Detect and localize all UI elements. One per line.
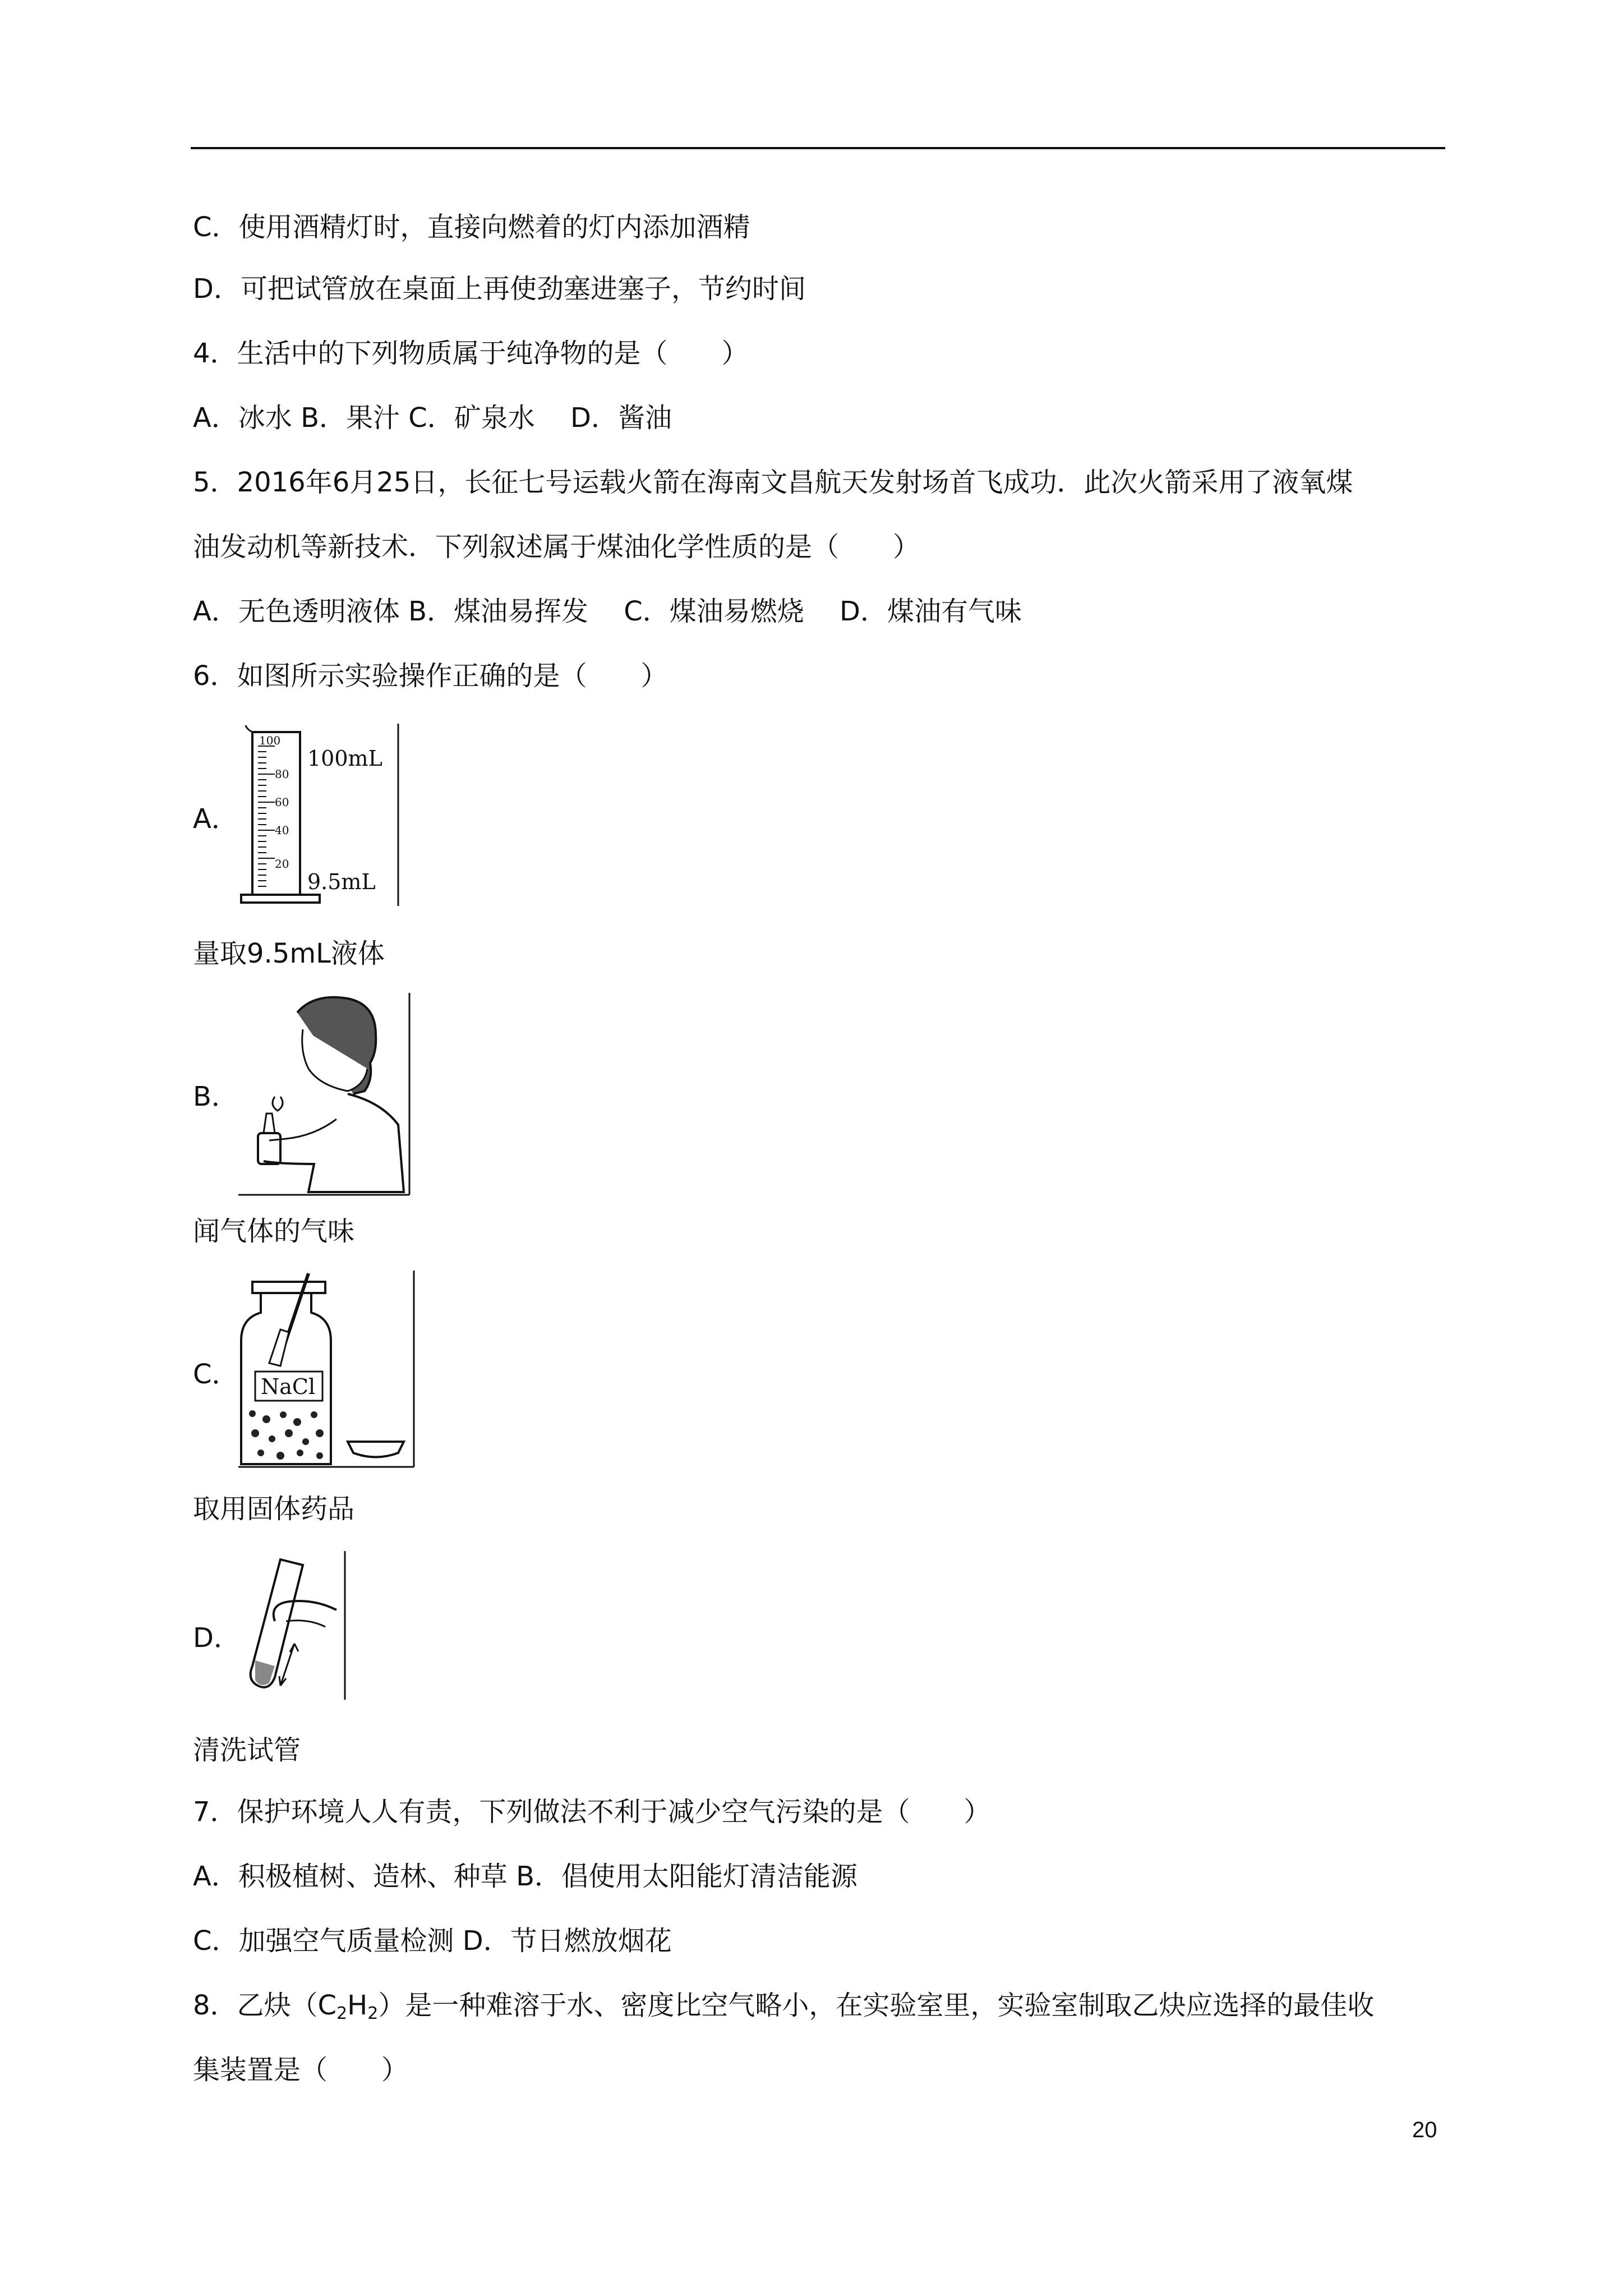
question-4-options: A．冰水 B．果汁 C．矿泉水 D．酱油 — [193, 402, 672, 434]
option-3d: D．可把试管放在桌面上再使劲塞进塞子，节约时间 — [193, 273, 806, 305]
header-rule — [191, 147, 1445, 149]
cylinder-capacity-label: 100mL — [307, 746, 382, 771]
question-8-line1 — [193, 1989, 1374, 2022]
option-6a-label: A． — [193, 803, 238, 835]
option-3c: C．使用酒精灯时，直接向燃着的灯内添加酒精 — [193, 211, 750, 243]
reagent-label-nacl: NaCl — [261, 1374, 316, 1399]
question-5-line2: 油发动机等新技术．下列叙述属于煤油化学性质的是（ ） — [193, 531, 920, 563]
question-4: 4．生活中的下列物质属于纯净物的是（ ） — [193, 338, 749, 369]
question-7-options-cd: C．加强空气质量检测 D．节日燃放烟花 — [193, 1925, 672, 1957]
graduated-cylinder-figure — [236, 721, 401, 909]
question-7-options-ab: A．积极植树、造林、种草 B．倡使用太阳能灯清洁能源 — [193, 1861, 858, 1892]
cylinder-tick-20: 20 — [275, 857, 289, 871]
question-7: 7．保护环境人人有责，下列做法不利于减少空气污染的是（ ） — [193, 1796, 991, 1828]
cylinder-volume-label: 9.5mL — [307, 869, 376, 894]
option-6b-caption: 闻气体的气味 — [193, 1216, 355, 1247]
cylinder-tick-40: 40 — [275, 823, 289, 837]
cylinder-tick-100: 100 — [259, 734, 281, 747]
page-number: 20 — [1412, 2118, 1437, 2142]
solid-reagent-figure — [236, 1268, 415, 1470]
question-8-line2: 集装置是（ ） — [193, 2054, 409, 2086]
question-8-suffix: ）是一种难溶于水、密度比空气略小，在实验室里，实验室制取乙炔应选择的最佳收 — [378, 1990, 1375, 2021]
cylinder-tick-80: 80 — [275, 767, 289, 781]
option-6d-label: D． — [193, 1622, 241, 1654]
question-6: 6．如图所示实验操作正确的是（ ） — [193, 660, 668, 692]
option-6c-label: C． — [193, 1359, 239, 1390]
option-6c-caption: 取用固体药品 — [193, 1493, 355, 1525]
smelling-gas-figure — [236, 990, 412, 1198]
option-6d-caption: 清洗试管 — [193, 1734, 301, 1766]
question-5-options: A．无色透明液体 B．煤油易挥发 C．煤油易燃烧 D．煤油有气味 — [193, 596, 1022, 627]
question-5-line1: 5．2016年6月25日，长征七号运载火箭在海南文昌航天发射场首飞成功．此次火箭采用了液氧煤 — [193, 467, 1353, 498]
acetylene-formula: $C_2H_2$ — [317, 1990, 379, 2023]
washing-test-tube-figure — [236, 1548, 348, 1703]
option-6a-caption: 量取9.5mL液体 — [193, 938, 385, 969]
option-6b-label: B． — [193, 1081, 238, 1112]
cylinder-tick-60: 60 — [275, 795, 289, 809]
question-8-prefix: 8．乙炔（ — [193, 1990, 318, 2021]
